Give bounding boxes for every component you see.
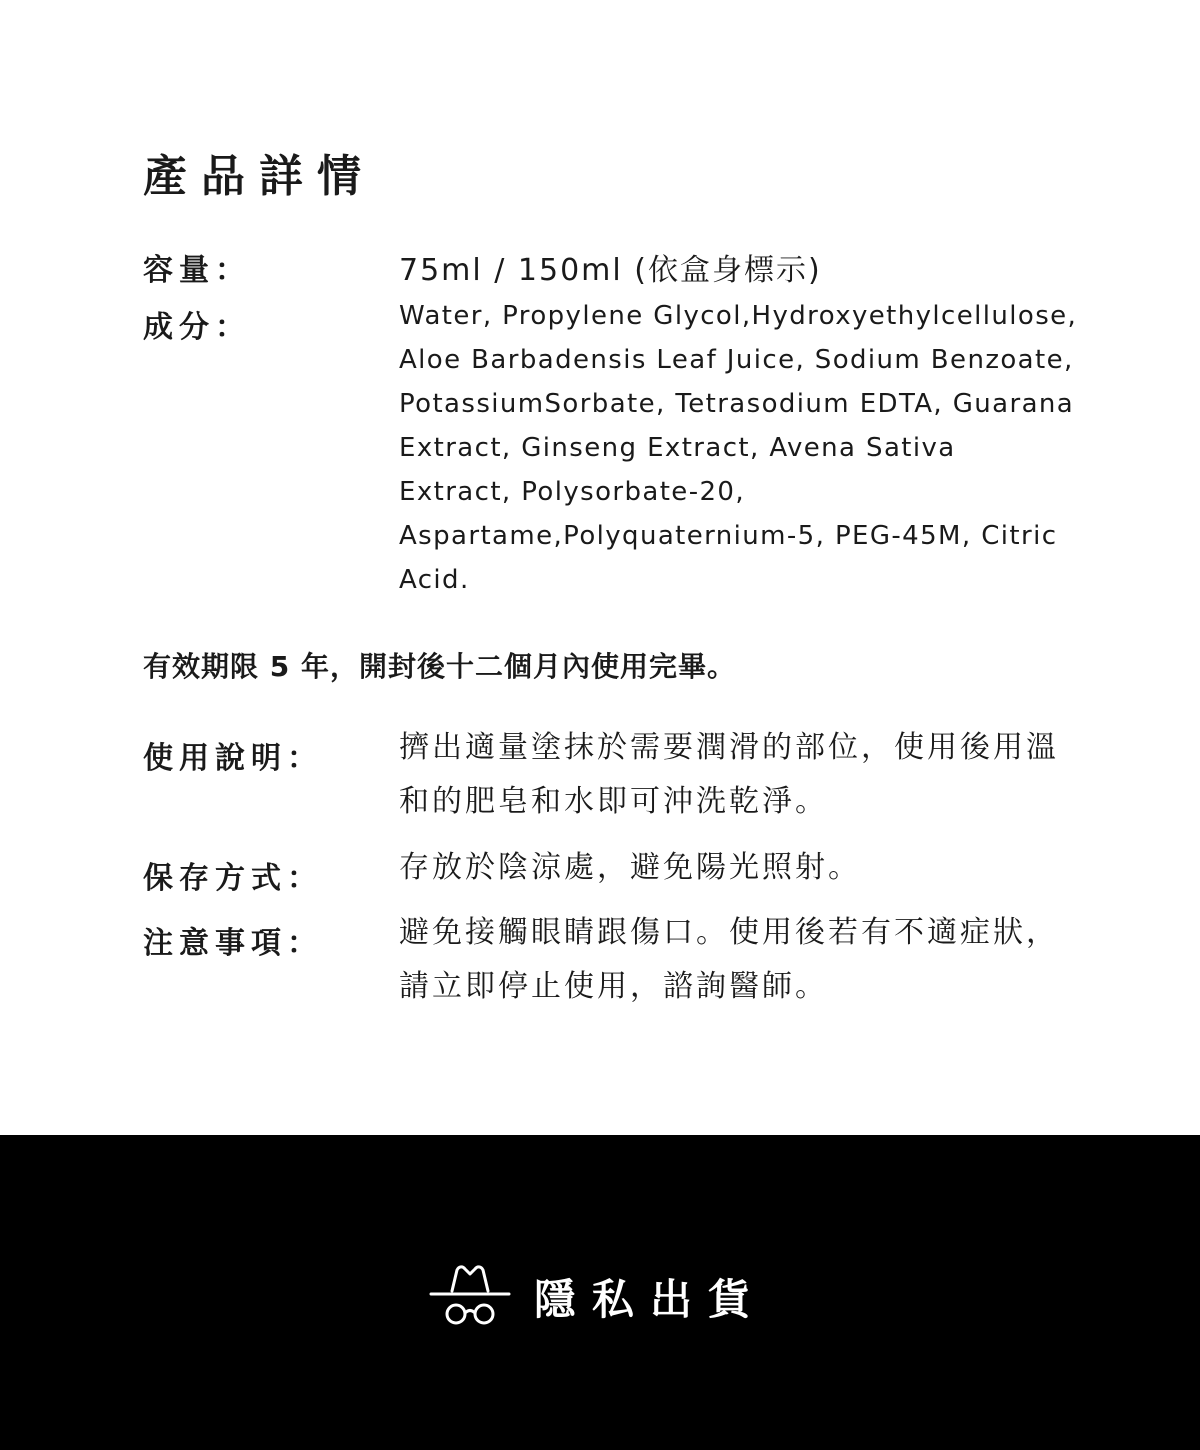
storage-line: 存放於陰涼處，避免陽光照射。 [399,850,861,885]
storage-value [399,841,1103,895]
usage-value [399,721,1103,829]
privacy-shipping-badge [428,1262,766,1332]
ingredients-line: Water, Propylene Glycol,Hydroxyethylcellulose, [399,301,1078,331]
privacy-shipping-label: 隱私出貨 [534,1275,767,1324]
ingredients-line: Extract, Polysorbate-20, [399,477,746,507]
caution-line: 避免接觸眼睛跟傷口。使用後若有不適症狀， [399,915,1059,950]
ingredients-line: Aloe Barbadensis Leaf Juice, Sodium Benzoate, [399,345,1074,375]
ingredients-line: PotassiumSorbate, Tetrasodium EDTA, Guarana [399,389,1075,419]
caution-label: 注意事項： [143,926,323,961]
page-title: 產品詳情 [143,151,375,202]
usage-label: 使用說明： [143,741,323,776]
storage-label: 保存方式： [143,861,323,896]
ingredients-line: Acid. [399,565,470,595]
usage-line: 擠出適量塗抹於需要潤滑的部位，使用後用溫 [399,730,1059,765]
ingredients-label: 成分： [143,310,251,345]
ingredients-line: Extract, Ginseng Extract, Avena Sativa [399,433,956,463]
ingredients-value [399,294,1103,602]
ingredients-line: Aspartame,Polyquaternium-5, PEG-45M, Citric [399,521,1058,551]
incognito-hat-glasses-icon [428,1262,512,1332]
caution-line: 請立即停止使用，諮詢醫師。 [399,969,828,1004]
usage-line: 和的肥皂和水即可沖洗乾淨。 [399,784,828,819]
capacity-value: 75ml / 150ml (依盒身標示) [399,253,822,288]
shelf-life-note: 有效期限 5 年，開封後十二個月內使用完畢。 [143,650,736,683]
capacity-label: 容量： [143,253,251,288]
caution-value [399,906,1103,1014]
